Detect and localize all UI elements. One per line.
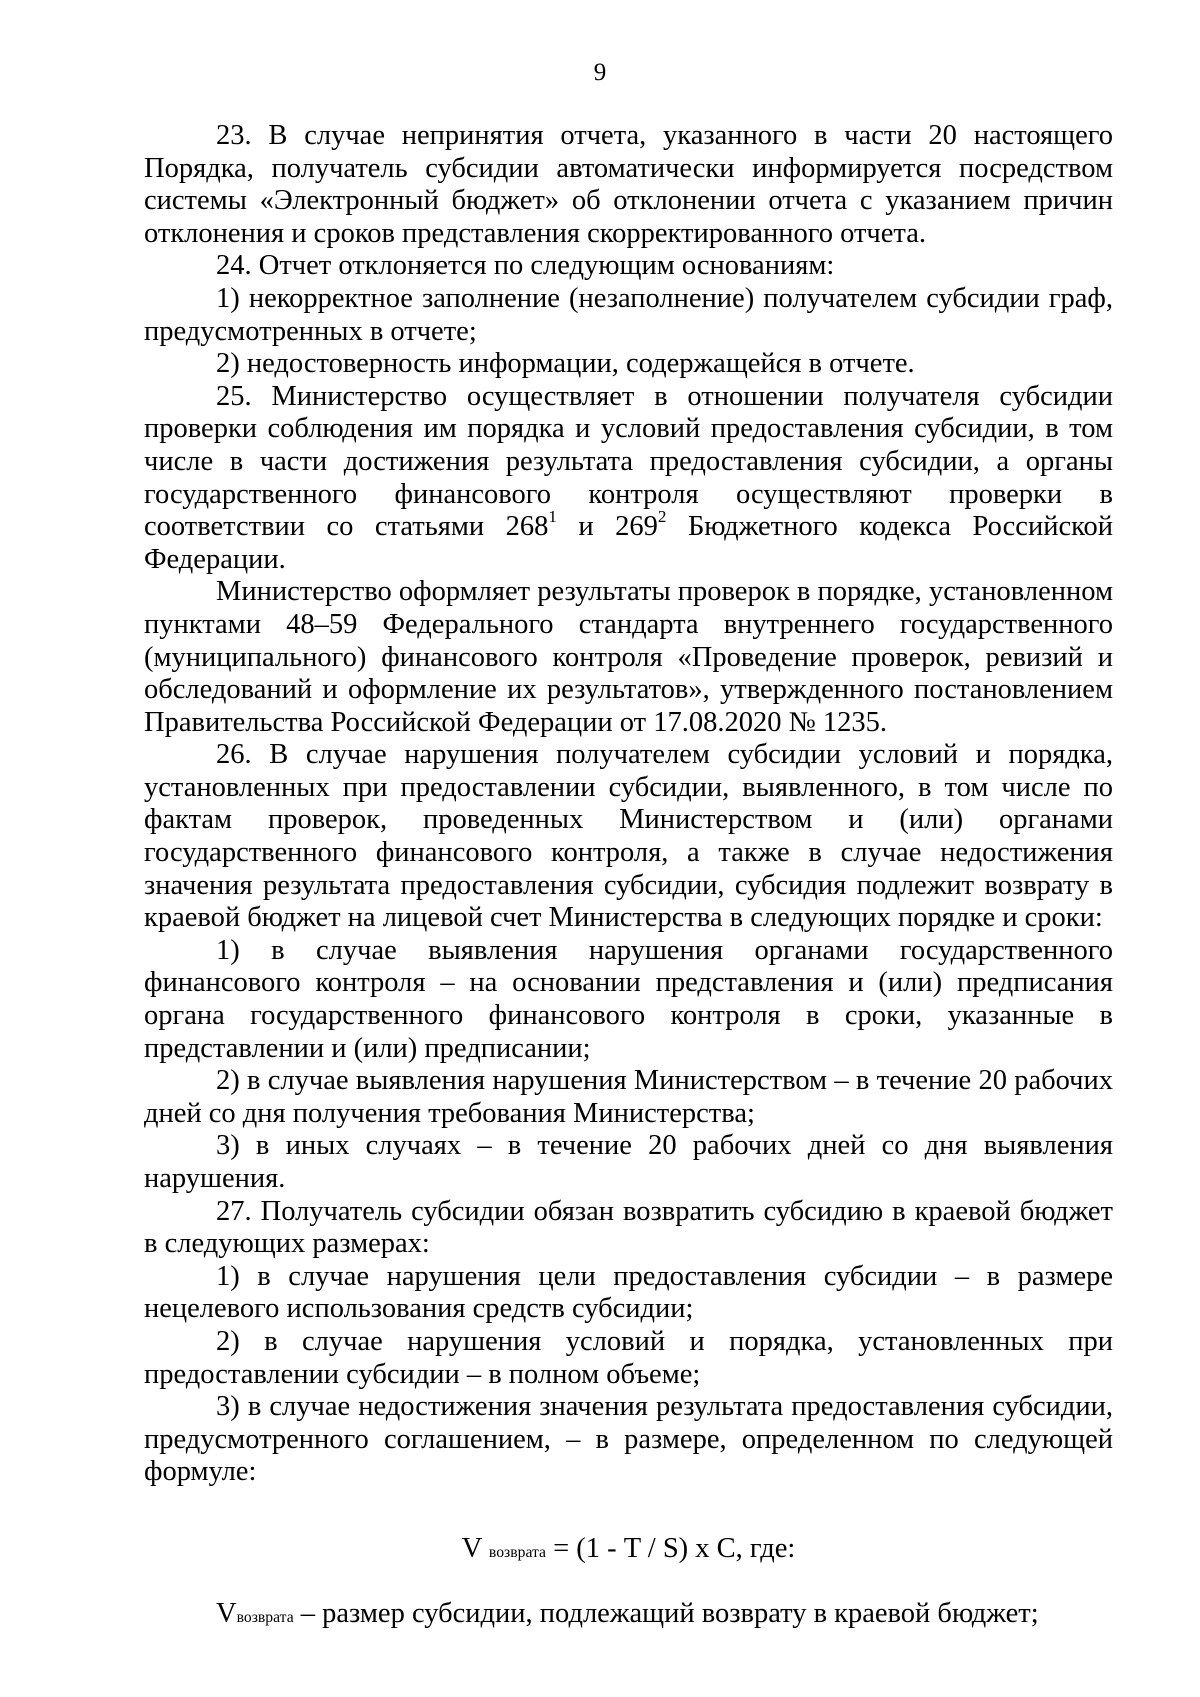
paragraph-24: 24. Отчет отклоняется по следующим основаниям: [216,250,835,282]
paragraph-27-item-2: 2) в случае нарушения условий и порядка, установленных при предоставлении субсидии – в полном объеме; [144,1325,1113,1390]
paragraph-26-item-2: 2) в случае выявления нарушения Министерством – в течение 20 рабочих дней со дня получения требования Министерства; [144,1065,1113,1129]
document-body [144,120,1113,1634]
return-formula [144,1533,1113,1570]
paragraph-27-item-1: 1) в случае нарушения цели предоставления субсидии – в размере нецелевого использования средств субсидии; [144,1260,1113,1325]
definition-variable: V [216,1597,237,1629]
paragraph-26-item-3: 3) в иных случаях – в течение 20 рабочих дней со дня выявления нарушения. [144,1130,1113,1194]
paragraph-24-item-2: 2) недостоверность информации, содержащейся в отчете. [216,348,915,380]
formula-definition [144,1598,1113,1635]
paragraph-26: 26. В случае нарушения получателем субсидии условий и порядка, установленных при предоставлении субсидии, выявленного, в том числе по фактам проверок, проведенных Министерством и (или) органами государственного финансового контроля, а также в случае недостижения значения результата предоставления субсидии, субсидия подлежит возврату в краевой бюджет на лицевой счет Министерства в следующих порядке и сроки: [144,739,1113,934]
definition-subscript: возврата [236,1608,294,1626]
formula-expression: = (1 - T / S) x C, где: [545,1532,796,1564]
paragraph-27-item-3: 3) в случае недостижения значения результата предоставления субсидии, предусмотренного соглашением, – в размере, определенном по следующей формуле: [144,1391,1113,1488]
paragraph-25-continued: Министерство оформляет результаты проверок в порядке, установленном пунктами 48–59 Федерального стандарта внутреннего государственного (муниципального) финансового контроля «Проведение проверок, ревизий и обследований и оформление их результатов», утвержденного постановлением Правительства Российской Федерации от 17.08.2020 № 1235. [144,576,1113,738]
paragraph-25 [144,381,1113,577]
article-superscript-2: 2 [657,507,667,527]
paragraph-23: 23. В случае непринятия отчета, указанного в части 20 настоящего Порядка, получатель субсидии автоматически информируется посредством системы «Электронный бюджет» об отклонении отчета с указанием причин отклонения и сроков представления скорректированного отчета. [144,120,1113,249]
formula-variable: V [461,1532,482,1564]
paragraph-26-item-1: 1) в случае выявления нарушения органами государственного финансового контроля – на основании представления и (или) предписания органа государственного финансового контроля в сроки, указанные в представлении и (или) предписании; [144,934,1113,1064]
formula-subscript: возврата [488,1543,546,1561]
page-number: 9 [593,59,607,86]
article-superscript-1: 1 [548,507,557,527]
paragraph-27: 27. Получатель субсидии обязан возвратить субсидию в краевой бюджет в следующих размерах: [144,1195,1113,1260]
paragraph-24-item-1: 1) некорректное заполнение (незаполнение) получателем субсидии граф, предусмотренных в отчете; [144,282,1113,347]
definition-text: – размер субсидии, подлежащий возврату в краевой бюджет; [293,1597,1039,1629]
paragraph-25-text-end: Бюджетного кодекса Российской Федерации. [144,511,1113,575]
paragraph-25-text-start: 25. Министерство осуществляет в отношении получателя субсидии проверки соблюдения им порядка и условий предоставления субсидии, в том числе в части достижения результата предоставления субсидии, а органы государственного финансового контроля осуществляют проверки в соответствии со статьями 268 [144,380,1113,543]
paragraph-25-text-mid: и 269 [556,511,658,543]
